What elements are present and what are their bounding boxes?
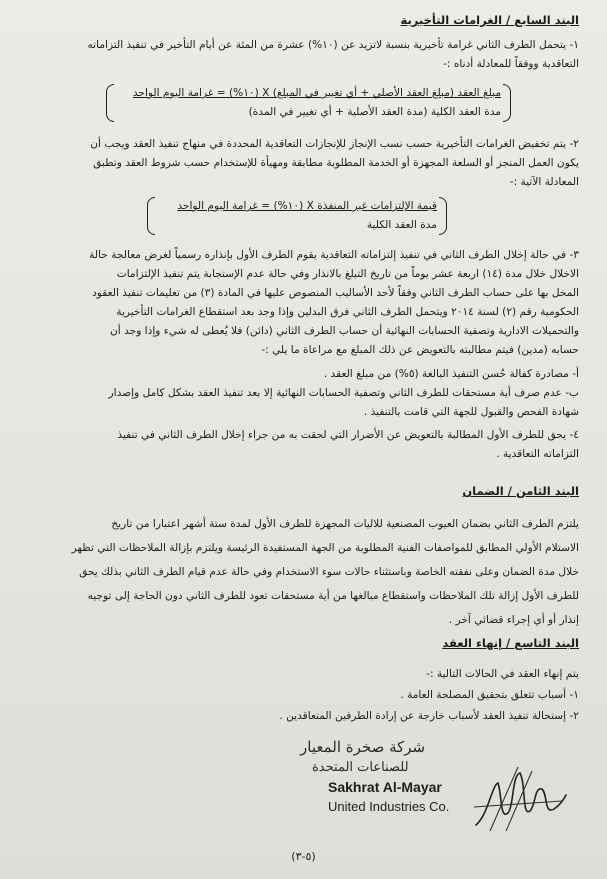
paragraph-line: يتم إنهاء العقد في الحالات التالية :- (426, 668, 579, 680)
paragraph-line: ٤- يحق للطرف الأول المطالبة بالتعويض عن الأضرار التي لحقت به من جراء إخلال الطرف الثاني في تنفيذ (117, 429, 579, 441)
paragraph-line: والتحميلات الادارية وتصفية الحسابات النهائية أن حساب الطرف الثاني (دائن) فلا يُعطى له شيء وإذا وجد أن (110, 325, 579, 337)
paragraph-line: الاخلال خلال مدة (١٤) اربعة عشر يوماً من تاريخ التبلغ بالانذار وفي حالة عدم الإستجابة يتم تنفيذ الإلتزامات (116, 268, 579, 280)
company-stamp-english-line2: United Industries Co. (328, 799, 450, 814)
paragraph-line: يلتزم الطرف الثاني بضمان العيوب المصنعية للاليات المجهزة للطرف الأول لمدة ستة أشهر اعتبارا من تاريخ (111, 518, 579, 530)
paragraph-line: ٢- يتم تخفيض الغرامات التأخيرية حسب نسب الإنجاز للإنجازات التعاقدية المحددة في منهاج تنفيذ العقد ويجب أن (90, 138, 579, 150)
left-brace (147, 197, 155, 235)
section7-title: البند السابع / الغرامات التأخيرية (400, 13, 579, 27)
right-brace (439, 197, 447, 235)
section8-paragraph (28, 512, 579, 632)
company-stamp-english-line1: Sakhrat Al-Mayar (328, 779, 442, 795)
list-item: شهادة الفحص والقبول للجهة التي قامت بالتنفيذ . (363, 406, 579, 418)
paragraph-line: خلال مدة الضمان وعلى نفقته الخاصة وباستثناء حالات سوء الاستخدام وفي حالة عدم قيام الطرف الثاني بذلك يحق (79, 566, 579, 578)
formula-2-numerator: قيمة الإلتزامات غير المنفذة X (١٠%) = غرامة اليوم الواحد (177, 200, 437, 212)
paragraph-line: حسابه (مدين) فيتم مطالبته بالتعويض عن ذلك المبلغ مع مراعاة ما يلي :- (261, 344, 579, 356)
formula-1-denominator: مدة العقد الكلية (مدة العقد الأصلية + أي تغيير في المدة) (248, 106, 501, 118)
handwritten-signature (470, 765, 570, 835)
section7-paragraph-3 (28, 246, 579, 360)
formula-2 (147, 197, 447, 235)
paragraph-line: إنذار أو أي إجراء قضائي آخر . (448, 614, 579, 626)
paragraph-line: ٣- في حالة إخلال الطرف الثاني في تنفيذ إلتزاماته التعاقدية يقوم الطرف الأول بإنذاره رسمياً لغرض معالجة حالة (89, 249, 579, 261)
paragraph-line: المعادلة الآتية :- (509, 176, 579, 188)
formula-1-numerator: مبلغ العقد (مبلغ العقد الأصلي + أي تغيير في المبلغ) X (١٠%) = غرامة اليوم الواحد (132, 87, 501, 99)
paragraph-line: المخل بها على حساب الطرف الثاني وفقاً لأحد الأساليب المنصوص عليها في المادة (٣) من تعليمات تنفيذ العقود (92, 287, 579, 299)
paragraph-line: التعاقدية ووفقاً للمعادلة أدناه :- (443, 58, 579, 70)
list-item: ٢- إستحالة تنفيذ العقد لأسباب خارجة عن إرادة الطرفين المتعاقدين . (279, 710, 579, 722)
section7-paragraph-1 (28, 36, 579, 74)
paragraph-line: يكون العمل المنجز أو السلعة المجهزة أو الخدمة المطلوبة مطابقة ومهيأة للإستخدام حسب شروط العقد وتطبق (93, 157, 579, 169)
paragraph-line: ١- يتحمل الطرف الثاني غرامة تأخيرية بنسبة لاتزيد عن (١٠%) عشرة من المئة عن أيام التأخير في تنفيذ التزاماته (87, 39, 579, 51)
section9-title: البند التاسع / إنهاء العقد (442, 636, 579, 650)
list-item: ١- أسباب تتعلق بتحقيق المصلحة العامة . (400, 689, 579, 701)
section8-title: البند الثامن / الضمان (462, 484, 579, 498)
paragraph-line: الحكومية رقم (٢) لسنة ٢٠١٤ ويتحمل الطرف الثاني فرق البدلين وإذا وجد بعد استقطاع الغرامات التأخيرية (116, 306, 579, 318)
section7-items (28, 365, 579, 422)
section9-paragraph (28, 664, 579, 727)
formula-1 (106, 84, 511, 122)
company-stamp-arabic-line2: للصناعات المتحدة (312, 760, 409, 775)
paragraph-line: التزاماته التعاقدية . (496, 448, 579, 460)
list-item: ب- عدم صرف أية مستحقات للطرف الثاني وتصفية الحسابات النهائية إلا بعد تنفيذ العقد بشكل كامل وإصدار (108, 387, 579, 399)
right-brace (503, 84, 511, 122)
company-stamp-arabic-line1: شركة صخرة المعيار (300, 738, 426, 756)
section7-paragraph-4 (28, 426, 579, 464)
page-number: (٥-٣) (291, 850, 316, 863)
paragraph-line: للطرف الأول إزالة تلك الملاحظات واستقطاع مبالغها من أية مستحقات تعود للطرف الثاني دون الحاجة إلى توجيه (87, 590, 579, 602)
list-item: أ- مصادرة كفالة حُسن التنفيذ البالغة (٥%) من مبلغ العقد . (323, 368, 579, 380)
paragraph-line: الاستلام الأولي المطابق للمواصفات الفنية المطلوبة من الجهة المستفيدة الرئيسة ويلتزم بإزالة الملاحظات التي تظهر (71, 542, 579, 554)
section7-paragraph-2 (28, 135, 579, 192)
formula-2-denominator: مدة العقد الكلية (366, 219, 437, 231)
left-brace (106, 84, 114, 122)
